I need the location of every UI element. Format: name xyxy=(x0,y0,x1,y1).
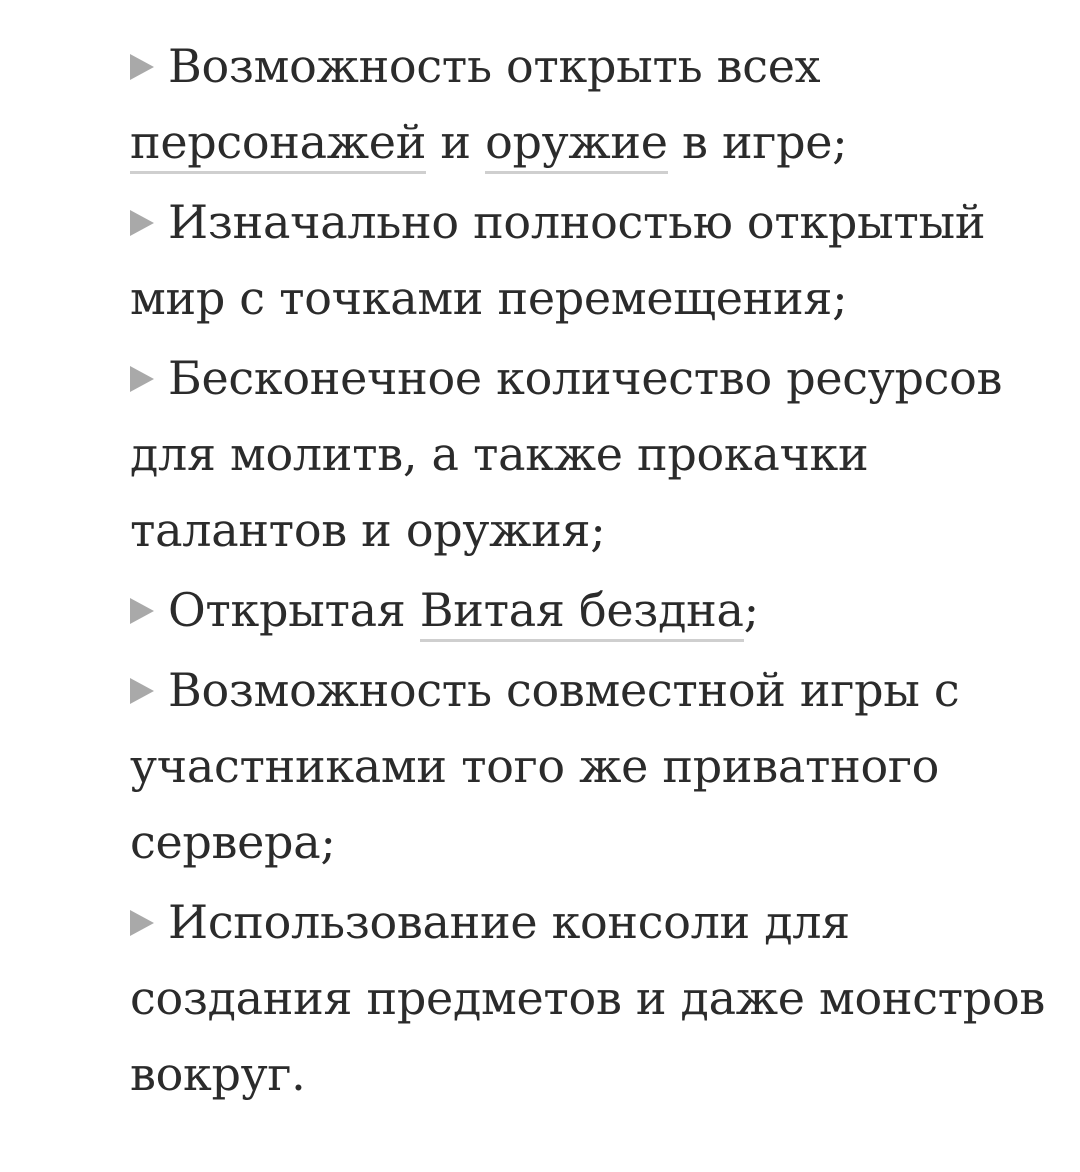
triangle-right-icon xyxy=(130,366,154,392)
list-item xyxy=(130,884,1050,1112)
list-item-text: Возможность совместной игры с участниками того же приватного сервера; xyxy=(130,663,960,869)
weapons-link[interactable]: оружие xyxy=(485,115,668,174)
triangle-right-icon xyxy=(130,210,154,236)
list-item xyxy=(130,572,1050,648)
triangle-right-icon xyxy=(130,54,154,80)
characters-link[interactable]: персонажей xyxy=(130,115,426,174)
list-item xyxy=(130,184,1050,336)
list-item-text: Изначально полностью открытый мир с точками перемещения; xyxy=(130,195,986,325)
triangle-right-icon xyxy=(130,598,154,624)
features-list xyxy=(130,28,1050,1112)
list-item xyxy=(130,340,1050,568)
list-item-text: Использование консоли для создания предметов и даже монстров вокруг. xyxy=(130,895,1045,1101)
list-item xyxy=(130,28,1050,180)
list-item xyxy=(130,652,1050,880)
list-item-text: Бесконечное количество ресурсов для молитв, а также прокачки талантов и оружия; xyxy=(130,351,1003,557)
list-item-text: в игре; xyxy=(667,115,848,169)
article-body xyxy=(130,28,1050,1116)
list-item-text: ; xyxy=(743,583,759,637)
spiral-abyss-link[interactable]: Витая бездна xyxy=(420,583,744,642)
list-item-text: и xyxy=(426,115,486,169)
triangle-right-icon xyxy=(130,678,154,704)
list-item-text: Открытая xyxy=(168,583,420,637)
list-item-text: Возможность открыть всех xyxy=(168,39,821,93)
triangle-right-icon xyxy=(130,910,154,936)
